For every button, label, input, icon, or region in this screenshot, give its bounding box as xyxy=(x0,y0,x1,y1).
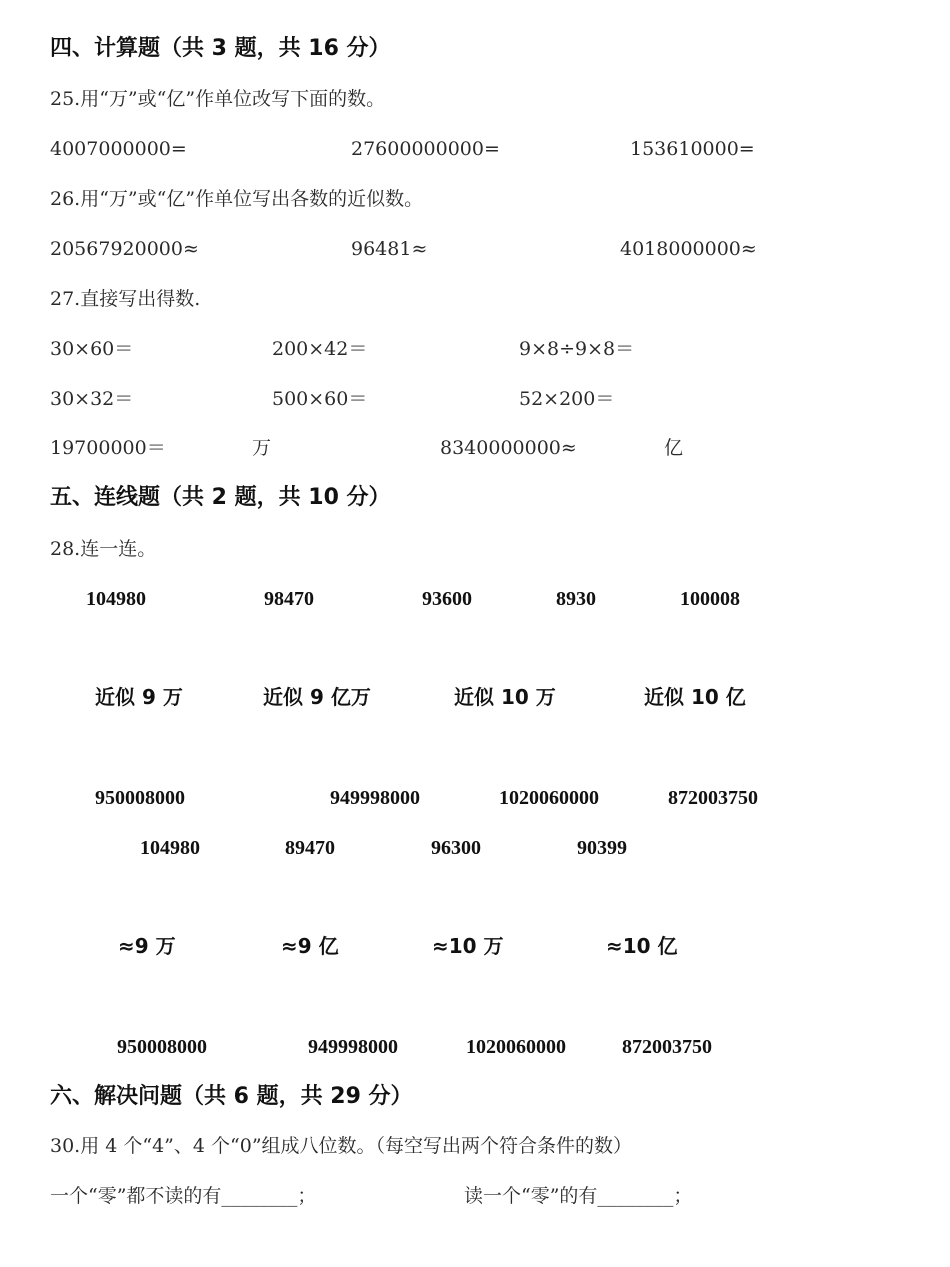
q27-item: 8340000000≈ xyxy=(440,437,577,459)
q27-item: 9×8÷9×8＝ xyxy=(519,338,635,360)
match-number[interactable]: 1020060000 xyxy=(466,1036,566,1058)
question-28-stem: 28.连一连。 xyxy=(50,538,157,560)
q27-item: 200×42＝ xyxy=(272,338,368,360)
q27-item: 19700000＝ xyxy=(50,437,166,459)
section-5-title: 五、连线题（共 2 题，共 10 分） xyxy=(50,485,391,510)
match-number[interactable]: 949998000 xyxy=(308,1036,398,1058)
match-number[interactable]: 96300 xyxy=(431,837,481,859)
match-number[interactable]: 98470 xyxy=(264,588,314,610)
q27-unit: 万 xyxy=(252,437,272,459)
answer-blank[interactable]: 一个“零”都不读的有________； xyxy=(50,1185,317,1207)
match-approx[interactable]: ≈10 万 xyxy=(432,934,504,958)
match-number[interactable]: 950008000 xyxy=(95,787,185,809)
answer-blank[interactable]: 读一个“零”的有________； xyxy=(464,1185,693,1207)
match-approx[interactable]: 近似 10 万 xyxy=(454,685,556,709)
q27-item: 500×60＝ xyxy=(272,388,368,410)
question-26-stem: 26.用“万”或“亿”作单位写出各数的近似数。 xyxy=(50,188,424,210)
section-4-title: 四、计算题（共 3 题，共 16 分） xyxy=(50,36,391,61)
question-30-stem: 30.用 4 个“4”、4 个“0”组成八位数。（每空写出两个符合条件的数） xyxy=(50,1135,633,1157)
q25-item: 153610000= xyxy=(630,138,755,160)
match-number[interactable]: 104980 xyxy=(140,837,200,859)
match-number[interactable]: 950008000 xyxy=(117,1036,207,1058)
q25-item: 4007000000= xyxy=(50,138,187,160)
match-number[interactable]: 89470 xyxy=(285,837,335,859)
match-approx[interactable]: 近似 9 亿万 xyxy=(263,685,371,709)
match-number[interactable]: 93600 xyxy=(422,588,472,610)
match-approx[interactable]: ≈9 万 xyxy=(118,934,176,958)
question-27-stem: 27.直接写出得数. xyxy=(50,288,201,310)
q25-item: 27600000000= xyxy=(351,138,500,160)
match-approx[interactable]: ≈9 亿 xyxy=(281,934,339,958)
question-25-stem: 25.用“万”或“亿”作单位改写下面的数。 xyxy=(50,88,386,110)
q26-item: 20567920000≈ xyxy=(50,238,199,260)
match-number[interactable]: 1020060000 xyxy=(499,787,599,809)
match-number[interactable]: 8930 xyxy=(556,588,596,610)
section-6-title: 六、解决问题（共 6 题，共 29 分） xyxy=(50,1084,413,1109)
match-number[interactable]: 100008 xyxy=(680,588,740,610)
match-number[interactable]: 872003750 xyxy=(622,1036,712,1058)
q27-unit: 亿 xyxy=(664,437,684,459)
match-approx[interactable]: 近似 10 亿 xyxy=(644,685,746,709)
match-number[interactable]: 90399 xyxy=(577,837,627,859)
q27-item: 52×200＝ xyxy=(519,388,615,410)
q27-item: 30×60＝ xyxy=(50,338,134,360)
q27-item: 30×32＝ xyxy=(50,388,134,410)
q26-item: 4018000000≈ xyxy=(620,238,757,260)
match-number[interactable]: 104980 xyxy=(86,588,146,610)
q26-item: 96481≈ xyxy=(351,238,428,260)
match-approx[interactable]: 近似 9 万 xyxy=(95,685,183,709)
match-approx[interactable]: ≈10 亿 xyxy=(606,934,678,958)
match-number[interactable]: 949998000 xyxy=(330,787,420,809)
match-number[interactable]: 872003750 xyxy=(668,787,758,809)
